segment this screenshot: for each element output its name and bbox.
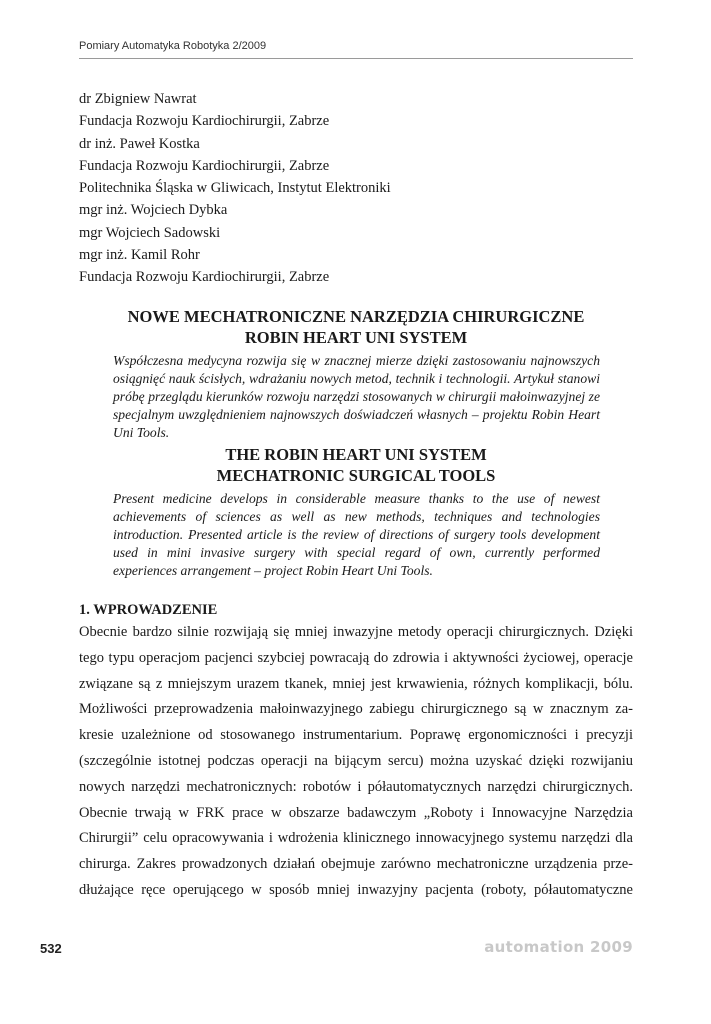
title-english-line-2: MECHATRONIC SURGICAL TOOLS: [216, 466, 496, 485]
title-polish-line-1: NOWE MECHATRONICZNE NARZĘDZIA CHIRURGICZNE: [127, 307, 585, 326]
title-polish: [79, 306, 633, 348]
body-line: (szczególnie istotnej podczas operacji na bijącym sercu) można uzyskać dzięki rozwijaniu: [79, 752, 633, 769]
author-line: dr Zbigniew Nawrat: [79, 91, 197, 107]
header-rule: [79, 58, 633, 59]
author-affiliation: Fundacja Rozwoju Kardiochirurgii, Zabrze: [79, 113, 330, 130]
footer-brand: automation 2009: [484, 938, 633, 956]
body-line: kresie uzależnione od stosowanego instrumentarium. Poprawę ergonomiczności i precyzji: [79, 727, 633, 744]
section-heading: 1. WPROWADZENIE: [79, 602, 218, 618]
body-line: Obecnie bardzo silnie rozwijają się mniej inwazyjne metody operacji chirurgicznych. Dzięki: [79, 624, 633, 640]
author-line: mgr inż. Kamil Rohr: [79, 247, 200, 264]
abstract-polish: Współczesna medycyna rozwija się w znacznej mierze dzięki zastosowaniu najnowszych osiągnięć nauk ścisłych, wdrażaniu nowych metod, technik i technologii. Artykuł stanowi próbę przeglądu kierunków rozwoju narzędzi stosowanych w chirurgii małoinwazyjnej ze specjalnym uwzględnieniem najnowszych doświadczeń własnych – projektu Robin Heart Uni Tools.: [113, 353, 600, 440]
author-line: mgr Wojciech Sadowski: [79, 224, 221, 241]
body-line: dłużające ręce operującego w sposób mniej inwazyjny pacjenta (roboty, półautomatyczne: [79, 881, 633, 898]
author-line: dr inż. Paweł Kostka: [79, 135, 200, 152]
page-number: 532: [40, 941, 62, 956]
journal-header: Pomiary Automatyka Robotyka 2/2009: [79, 40, 267, 52]
body-line: Możliwości przeprowadzenia małoinwazyjnego zabiegu chirurgicznego są w znacznym za-: [79, 701, 633, 718]
author-affiliation: Politechnika Śląska w Gliwicach, Instytut Elektroniki: [79, 180, 391, 197]
body-text: [79, 620, 633, 904]
body-line: tego typu operacjom pacjenci szybciej powracają do zdrowia i aktywności życiowej, operacje: [79, 649, 633, 666]
author-line: mgr inż. Wojciech Dybka: [79, 202, 228, 219]
body-line: związane są z mniejszym urazem tkanek, mniej jest krwawienia, różnych komplikacji, bólu.: [79, 675, 633, 692]
body-line: nowych narzędzi mechatronicznych: robotów i półautomatycznych narzędzi chirurgicznych.: [79, 778, 633, 795]
author-list: [79, 88, 639, 289]
title-polish-line-2: ROBIN HEART UNI SYSTEM: [244, 328, 468, 347]
title-english: [79, 444, 633, 486]
author-affiliation: Fundacja Rozwoju Kardiochirurgii, Zabrze: [79, 269, 330, 286]
title-english-line-1: THE ROBIN HEART UNI SYSTEM: [225, 445, 487, 464]
author-affiliation: Fundacja Rozwoju Kardiochirurgii, Zabrze: [79, 157, 330, 174]
body-line: chirurga. Zakres prowadzonych działań obejmuje zarówno mechatroniczne urządzenia prze-: [79, 856, 633, 873]
body-line: Obecnie trwają w FRK prace w obszarze badawczym „Roboty i Innowacyjne Narzędzia: [79, 804, 633, 821]
abstract-english: Present medicine develops in considerable measure thanks to the use of newest achievements of sciences as well as new methods, techniques and technologies introduction. Presented article is the review of directions of surgery tools development used in mini invasive surgery with special regard of own, currently performed experiences arrangement – project Robin Heart Uni Tools.: [113, 491, 600, 578]
body-line: Chirurgii” celu opracowywania i wdrożenia klinicznego innowacyjnego systemu narzędzi dla: [79, 830, 633, 847]
